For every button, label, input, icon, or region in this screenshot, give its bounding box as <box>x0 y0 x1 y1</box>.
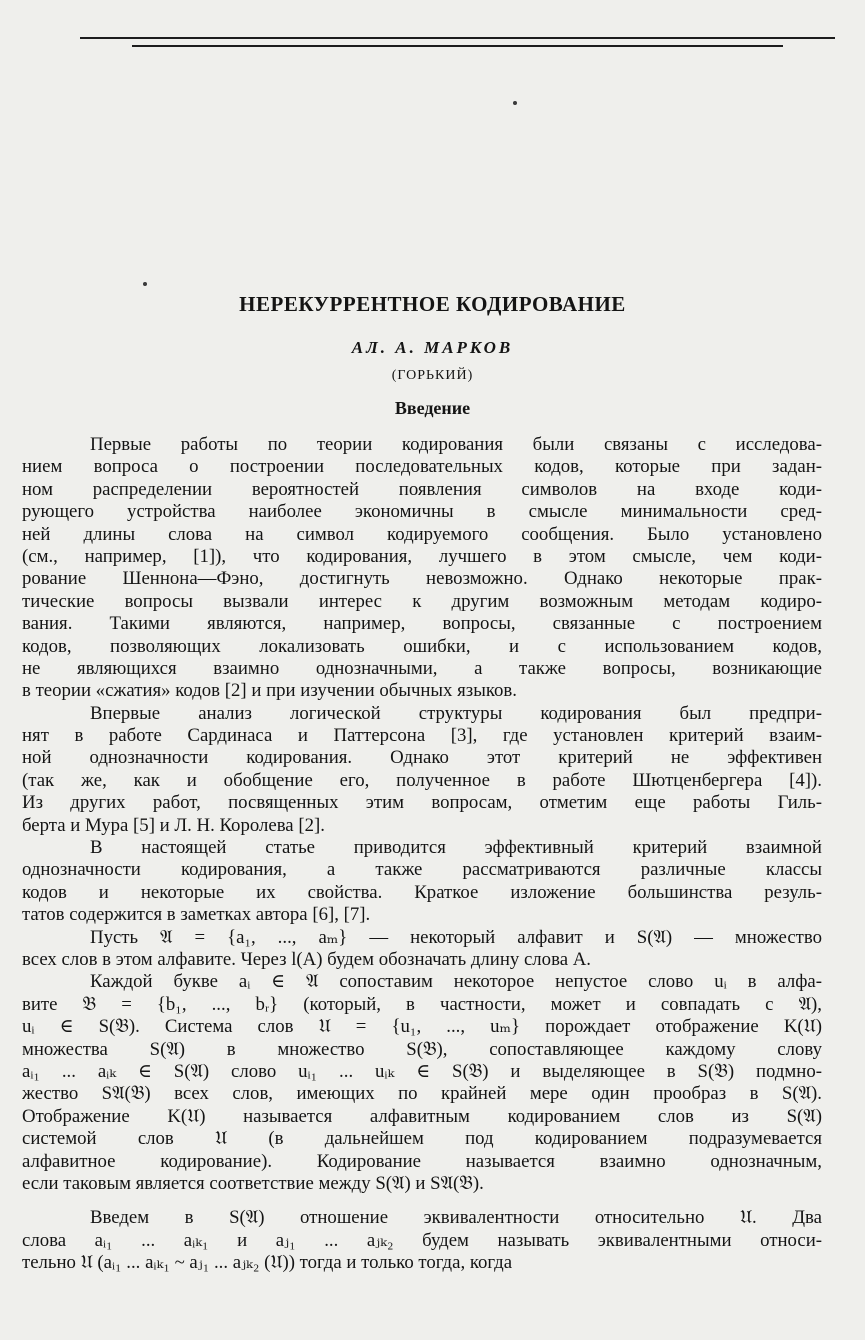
text-line: тельно 𝔘 (aᵢ₁ ... aᵢₖ₁ ~ aⱼ₁ ... aⱼₖ₂ (𝔘)) тогда и только тогда, когда <box>22 1252 513 1274</box>
print-speck <box>143 282 147 286</box>
top-rule <box>80 37 835 39</box>
text-line: в теории «сжатия» кодов [2] и при изучении обычных языков. <box>22 680 517 702</box>
text-line: ном распределении вероятностей появления символов на входе коди- <box>22 478 822 500</box>
text-line: Впервые анализ логической структуры кодирования был предпри- <box>90 702 822 724</box>
text-line: uᵢ ∈ S(𝔅). Система слов 𝔘 = {u₁, ..., uₘ} порождает отображение K(𝔘) <box>22 1016 822 1038</box>
second-rule <box>132 45 783 47</box>
text-line: рующего устройства наиболее экономичны в смысле минимальности сред- <box>22 501 822 523</box>
paragraph <box>22 434 822 703</box>
text-line: берта и Мура [5] и Л. Н. Королева [2]. <box>22 814 325 836</box>
text-line: (так же, как и обобщение его, полученное в работе Шютценбергера [4]). <box>22 769 822 791</box>
paragraph-gap <box>22 1195 822 1207</box>
paragraph <box>22 837 822 927</box>
text-line: ной однозначности кодирования. Однако этот критерий не эффективен <box>22 747 822 769</box>
section-heading: Введение <box>394 398 471 418</box>
text-line: не являющихся взаимно однозначными, а также вопросы, возникающие <box>22 657 822 679</box>
text-line: множества S(𝔄) в множество S(𝔅), сопоставляющее каждому слову <box>22 1038 822 1060</box>
text-line: слова aᵢ₁ ... aᵢₖ₁ и aⱼ₁ ... aⱼₖ₂ будем называть эквивалентными относи- <box>22 1229 822 1251</box>
text-line: Введем в S(𝔄) отношение эквивалентности относительно 𝔘. Два <box>90 1207 822 1229</box>
article-title: НЕРЕКУРРЕНТНОЕ КОДИРОВАНИЕ <box>239 292 626 316</box>
text-line: рование Шеннона—Фэно, достигнуть невозможно. Однако некоторые прак- <box>22 568 822 590</box>
text-line: нием вопроса о построении последовательных кодов, которые при задан- <box>22 456 822 478</box>
author-city: (ГОРЬКИЙ) <box>391 368 474 383</box>
text-line: Отображение K(𝔘) называется алфавитным кодированием слов из S(𝔄) <box>22 1105 822 1127</box>
text-line: всех слов в этом алфавите. Через l(A) будем обозначать длину слова A. <box>22 948 591 970</box>
text-line: (см., например, [1]), что кодирования, лучшего в этом смысле, чем коди- <box>22 545 822 567</box>
text-line: ней длины слова на символ кодируемого сообщения. Было установлено <box>22 523 822 545</box>
text-line: татов содержится в заметках автора [6], [7]. <box>22 904 371 926</box>
text-line: вите 𝔅 = {b₁, ..., bᵣ} (который, в частности, может и совпадать с 𝔄), <box>22 993 822 1015</box>
text-line: тические вопросы вызвали интерес к другим возможным методам кодиро- <box>22 590 822 612</box>
paragraph <box>22 927 822 972</box>
text-line: жество S𝔄(𝔅) всех слов, имеющих по крайней мере один прообраз в S(𝔄). <box>22 1083 822 1105</box>
text-line: В настоящей статье приводится эффективный критерий взаимной <box>90 837 822 859</box>
text-line: однозначности кодирования, а также рассматриваются различные классы <box>22 859 822 881</box>
text-line: кодов, позволяющих локализовать ошибки, и с использованием кодов, <box>22 635 822 657</box>
text-line: вания. Такими являются, например, вопросы, связанные с построением <box>22 613 822 635</box>
paragraph <box>22 971 822 1195</box>
text-line: Первые работы по теории кодирования были связаны с исследова- <box>90 434 822 455</box>
article-body <box>22 434 822 1274</box>
text-line: aᵢ₁ ... aᵢₖ ∈ S(𝔄) слово uᵢ₁ ... uᵢₖ ∈ S(𝔅) и выделяющее в S(𝔅) подмно- <box>22 1060 822 1082</box>
print-speck <box>513 101 517 105</box>
text-line: Пусть 𝔄 = {a₁, ..., aₘ} — некоторый алфавит и S(𝔄) — множество <box>90 926 822 948</box>
text-line: Из других работ, посвященных этим вопросам, отметим еще работы Гиль- <box>22 792 822 814</box>
text-line: нят в работе Сардинаса и Паттерсона [3], где установлен критерий взаим- <box>22 725 822 747</box>
paragraph <box>22 703 822 837</box>
paragraph <box>22 1207 822 1274</box>
text-line: кодов и некоторые их свойства. Краткое изложение большинства резуль- <box>22 881 822 903</box>
text-line: алфавитное кодирование). Кодирование называется взаимно однозначным, <box>22 1150 822 1172</box>
article-author: АЛ. А. МАРКОВ <box>351 338 514 357</box>
text-line: Каждой букве aᵢ ∈ 𝔄 сопоставим некоторое непустое слово uᵢ в алфа- <box>90 971 822 993</box>
text-line: если таковым является соответствие между S(𝔄) и S𝔄(𝔅). <box>22 1172 484 1194</box>
text-line: системой слов 𝔘 (в дальнейшем под кодированием подразумевается <box>22 1128 822 1150</box>
